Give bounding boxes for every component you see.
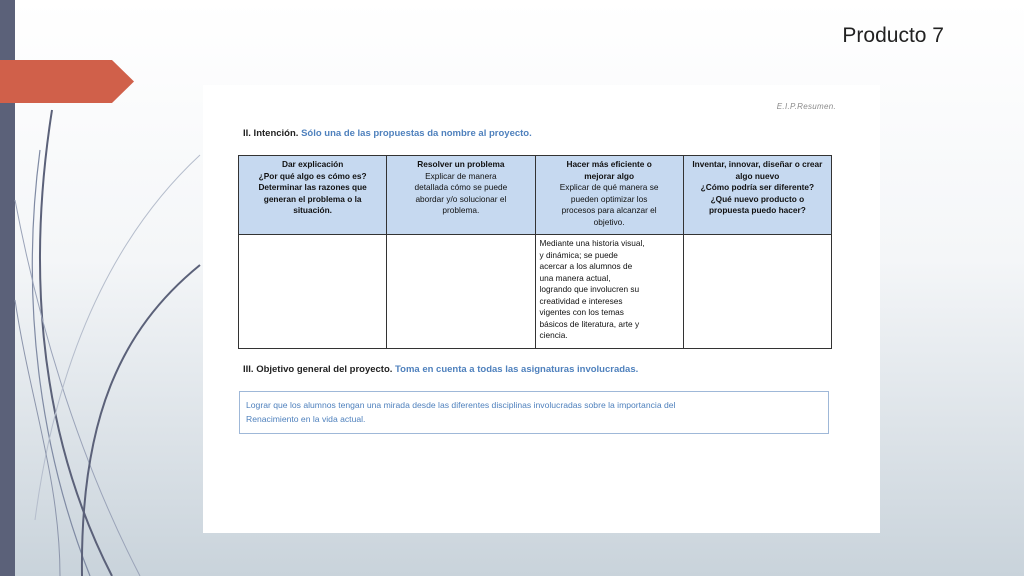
cell-desc-line: ¿Por qué algo es cómo es? <box>258 170 367 181</box>
cell-desc-line: Explicar de qué manera se <box>559 182 659 192</box>
intention-table <box>238 155 832 349</box>
cell-title: mejorar algo <box>584 170 635 181</box>
objective-line: Lograr que los alumnos tengan una mirada desde las diferentes disciplinas involucradas sobre la importancia del <box>246 400 676 410</box>
cell-desc-line: Determinar las razones que <box>258 182 367 192</box>
slide-title: Producto 7 <box>842 24 944 47</box>
body-cell-explain <box>239 235 387 349</box>
header-cell-innovate <box>683 156 831 235</box>
section-2-label: II. Intención. <box>243 128 299 139</box>
body-cell-innovate <box>683 235 831 349</box>
header-cell-improve <box>535 156 683 235</box>
cell-body-line: logrando que involucren su <box>539 284 640 294</box>
cell-desc-line: abordar y/o solucionar el <box>415 193 507 204</box>
cell-body-line: acercar a los alumnos de <box>539 261 633 271</box>
cell-desc-line: ¿Cómo podría ser diferente? <box>700 182 815 192</box>
cell-title: Dar explicación <box>281 159 344 169</box>
deco-curve-4 <box>82 265 200 576</box>
section-2-heading <box>243 128 532 139</box>
body-cell-improve <box>535 235 683 349</box>
cell-desc-line: detallada cómo se puede <box>414 182 508 192</box>
cell-title: Resolver un problema <box>417 159 505 169</box>
table-header-row <box>239 156 832 235</box>
deco-curve-5 <box>35 155 200 520</box>
cell-body-line: y dinámica; se puede <box>539 249 618 260</box>
cell-body-line: ciencia. <box>539 330 568 340</box>
table-body-row <box>239 235 832 349</box>
cell-desc-line: procesos para alcanzar el <box>561 205 657 215</box>
header-cell-solve <box>387 156 535 235</box>
cell-body-line: una manera actual, <box>539 272 611 283</box>
section-3-highlight: Toma en cuenta a todas las asignaturas involucradas. <box>395 364 639 375</box>
cell-body-line: Mediante una historia visual, <box>539 238 645 248</box>
cell-desc-line: pueden optimizar los <box>570 193 648 204</box>
cell-title: algo nuevo <box>735 170 780 181</box>
deco-curve-1 <box>40 110 112 576</box>
section-2-highlight: Sólo una de las propuestas da nombre al proyecto. <box>301 128 532 139</box>
cell-desc-line: problema. <box>442 205 480 215</box>
body-cell-solve <box>387 235 535 349</box>
header-cell-explain <box>239 156 387 235</box>
document-reference: E.I.P.Resumen. <box>776 102 836 111</box>
cell-desc-line: generan el problema o la <box>263 193 362 204</box>
cell-desc-line: objetivo. <box>593 216 625 227</box>
accent-arrow-tab <box>0 60 134 103</box>
cell-title: Hacer más eficiente o <box>566 159 652 169</box>
document-image <box>203 85 880 533</box>
objective-text-box <box>239 391 829 434</box>
section-3-label: III. Objetivo general del proyecto. <box>243 364 393 375</box>
deco-curve-6 <box>15 300 60 576</box>
cell-body-line: básicos de literatura, arte y <box>539 318 640 329</box>
section-3-heading <box>243 364 638 375</box>
cell-body-line: vigentes con los temas <box>539 307 624 317</box>
cell-desc-line: ¿Qué nuevo producto o <box>710 193 805 204</box>
cell-desc-line: situación. <box>293 205 332 215</box>
cell-body-line: creatividad e intereses <box>539 295 623 306</box>
cell-title: Inventar, innovar, diseñar o crear <box>692 159 823 169</box>
objective-line: Renacimiento en la vida actual. <box>246 414 366 424</box>
deco-curve-3 <box>15 200 140 576</box>
cell-desc-line: propuesta puedo hacer? <box>708 205 806 215</box>
cell-desc-line: Explicar de manera <box>425 170 497 181</box>
